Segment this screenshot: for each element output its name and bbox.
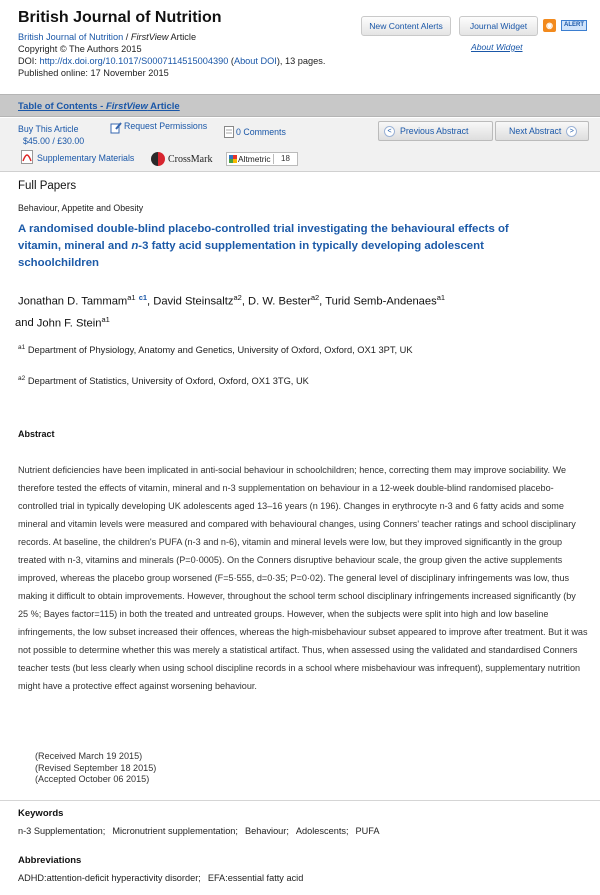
author-name[interactable]: D. W. Bester <box>248 295 311 308</box>
toc-bar <box>0 94 600 117</box>
doi-link[interactable]: http://dx.doi.org/10.1017/S0007114515004390 <box>39 56 229 66</box>
author-sep: and <box>15 317 37 330</box>
journal-header <box>0 0 600 92</box>
keyword-item[interactable]: Adolescents; <box>295 826 349 836</box>
journal-widget-button[interactable]: Journal Widget <box>459 16 538 36</box>
author-affil-sup: a1 <box>436 293 446 302</box>
next-abstract-button[interactable] <box>495 121 589 141</box>
author-name[interactable]: David Steinsaltz <box>153 295 234 308</box>
keyword-item[interactable]: Behaviour; <box>244 826 289 836</box>
crossmark-icon[interactable] <box>151 152 165 166</box>
author-name[interactable]: Jonathan D. Tammam <box>18 295 128 308</box>
toc-label-prefix: Table of Contents - <box>18 101 106 112</box>
accepted-date: (Accepted October 06 2015) <box>35 774 150 784</box>
crossmark-label[interactable]: CrossMark <box>168 154 213 165</box>
affiliation <box>18 344 413 355</box>
supplementary-materials-link[interactable]: Supplementary Materials <box>37 153 135 163</box>
altmetric-icon <box>229 155 237 163</box>
abbreviation-list <box>18 873 310 883</box>
author-sep: , <box>319 295 326 308</box>
keyword-item[interactable]: PUFA <box>355 826 380 836</box>
keyword-item[interactable]: n-3 Supplementation; <box>18 826 106 836</box>
previous-abstract-label: Previous Abstract <box>400 126 469 136</box>
received-date: (Received March 19 2015) <box>35 751 143 761</box>
author-affil-sup: a1 <box>127 293 136 302</box>
buy-article-link[interactable]: Buy This Article <box>18 124 79 134</box>
altmetric-badge[interactable] <box>226 152 298 166</box>
table-of-contents-link[interactable] <box>18 101 180 112</box>
author-list <box>15 289 578 332</box>
divider <box>0 800 600 801</box>
corresponding-author-link[interactable]: c1 <box>138 293 148 302</box>
comment-icon <box>224 126 235 138</box>
permissions-icon <box>110 122 122 134</box>
alert-icon[interactable]: ALERT <box>561 20 587 31</box>
title-part-1: A randomised double-blind placebo-controlled trial investigating the behavioural effects of vitamin, mineral and <box>18 223 509 252</box>
abbreviation-item: EFA:essential fatty acid <box>207 873 304 883</box>
author-affil-sup: a2 <box>310 293 320 302</box>
affiliation-text: Department of Statistics, University of Oxford, Oxford, OX1 3TG, UK <box>25 376 309 387</box>
author-name[interactable]: John F. Stein <box>36 317 102 330</box>
pdf-icon <box>21 150 34 165</box>
breadcrumb-suffix: Article <box>168 32 197 42</box>
article-tools <box>0 118 600 172</box>
author-affil-sup: a2 <box>233 293 242 302</box>
affiliation-text: Department of Physiology, Anatomy and Genetics, University of Oxford, Oxford, OX1 3PT, UK <box>25 345 413 356</box>
new-content-alerts-button[interactable]: New Content Alerts <box>361 16 451 36</box>
altmetric-label: Altmetric <box>238 154 271 164</box>
previous-abstract-button[interactable] <box>378 121 493 141</box>
copyright: Copyright © The Authors 2015 <box>18 44 142 54</box>
affiliation-sup: a2 <box>18 375 26 382</box>
subject-category: Behaviour, Appetite and Obesity <box>18 203 144 213</box>
published-date: Published online: 17 November 2015 <box>18 68 169 78</box>
revised-date: (Revised September 18 2015) <box>35 762 157 773</box>
keywords-heading: Keywords <box>18 808 64 819</box>
article-price: $45.00 / £30.00 <box>23 136 85 146</box>
title-italic: n <box>131 240 139 252</box>
next-abstract-label: Next Abstract <box>509 126 562 136</box>
breadcrumb-journal-link[interactable]: British Journal of Nutrition <box>18 32 124 42</box>
prev-arrow-icon: < <box>384 126 395 137</box>
keyword-list <box>18 826 387 836</box>
comments-link[interactable]: 0 Comments <box>236 127 286 137</box>
history-dates <box>35 751 156 786</box>
abbreviation-item: ADHD:attention-deficit hyperactivity disorder; <box>18 873 201 883</box>
toc-label-section: FirstView <box>105 101 148 112</box>
abstract-heading: Abstract <box>18 429 55 439</box>
article-title <box>18 221 543 272</box>
abbreviations-heading: Abbreviations <box>18 855 82 866</box>
next-arrow-icon: > <box>566 126 577 137</box>
doi-paren: ( <box>228 56 234 66</box>
about-doi-link[interactable]: About DOI <box>233 56 277 66</box>
affiliation-sup: a1 <box>18 344 26 351</box>
author-sep: , <box>241 295 249 308</box>
author-affil-sup: a1 <box>101 314 110 324</box>
author-name[interactable]: Turid Semb-Andenaes <box>325 295 437 308</box>
toc-label-suffix: Article <box>147 101 180 112</box>
breadcrumb-separator: / <box>123 32 131 42</box>
request-permissions-link[interactable]: Request Permissions <box>124 121 208 131</box>
doi-line <box>18 56 325 67</box>
author-sep: , <box>147 295 154 308</box>
affiliation <box>18 375 309 386</box>
doi-label: DOI: <box>18 56 40 66</box>
page-count: ), 13 pages. <box>276 56 326 66</box>
journal-title: British Journal of Nutrition <box>18 9 222 26</box>
rss-icon[interactable]: ◉ <box>543 19 556 32</box>
section-type: Full Papers <box>18 180 77 192</box>
altmetric-score: 18 <box>273 154 297 164</box>
breadcrumb <box>18 32 196 43</box>
keyword-item[interactable]: Micronutrient supplementation; <box>112 826 238 836</box>
title-part-2: -3 fatty acid supplementation in typically developing adolescent schoolchildren <box>18 240 484 269</box>
about-widget-link[interactable]: About Widget <box>471 42 523 52</box>
abstract-text: Nutrient deficiencies have been implicated in anti-social behaviour in schoolchildren; hence, correcting them may improve sociability. We therefore tested the effects of vitamin, mineral and n-3 supplementation on behaviour in a 12-week double-blind randomised placebo-controlled trial in typically developing UK adolescents aged 13–16 years (n 196). Changes in erythrocyte n-3 and 6 fatty acids and some mineral and vitamin levels were measured and compared with behavioural changes, using Conners' teacher ratings and school disciplinary records. At baseline, the children's PUFA (n-3 and n-6), vitamin and mineral levels were low, but they improved significantly in the group treated with n-3, vitamins and minerals (P=0·0005). On the Conners disruptive behaviour scale, the group given the active supplements improved, whereas the placebo group worsened (F=5·555, d=0·35; P=0·02). The general level of disciplinary infringements was low, thus making it difficult to obtain improvements. However, throughout the school term school disciplinary infringements increased significantly (by 25 %; Bayes factor=115) in both the treated and untreated groups. However, when the subjects were split into high and low baseline infringements, the low subset increased their offences, whereas the high-misbehaviour subset appeared to improve after treatment. But it was not possible to determine whether this was merely a statistical artifact. Thus, when assessed using the validated and standardised Conners teacher tests (but less clearly when using school discipline records in a school where misbehaviour was infrequent), supplementary nutrition might have a protective effect against worsening behaviour. <box>18 465 588 691</box>
breadcrumb-section: FirstView <box>130 32 169 42</box>
